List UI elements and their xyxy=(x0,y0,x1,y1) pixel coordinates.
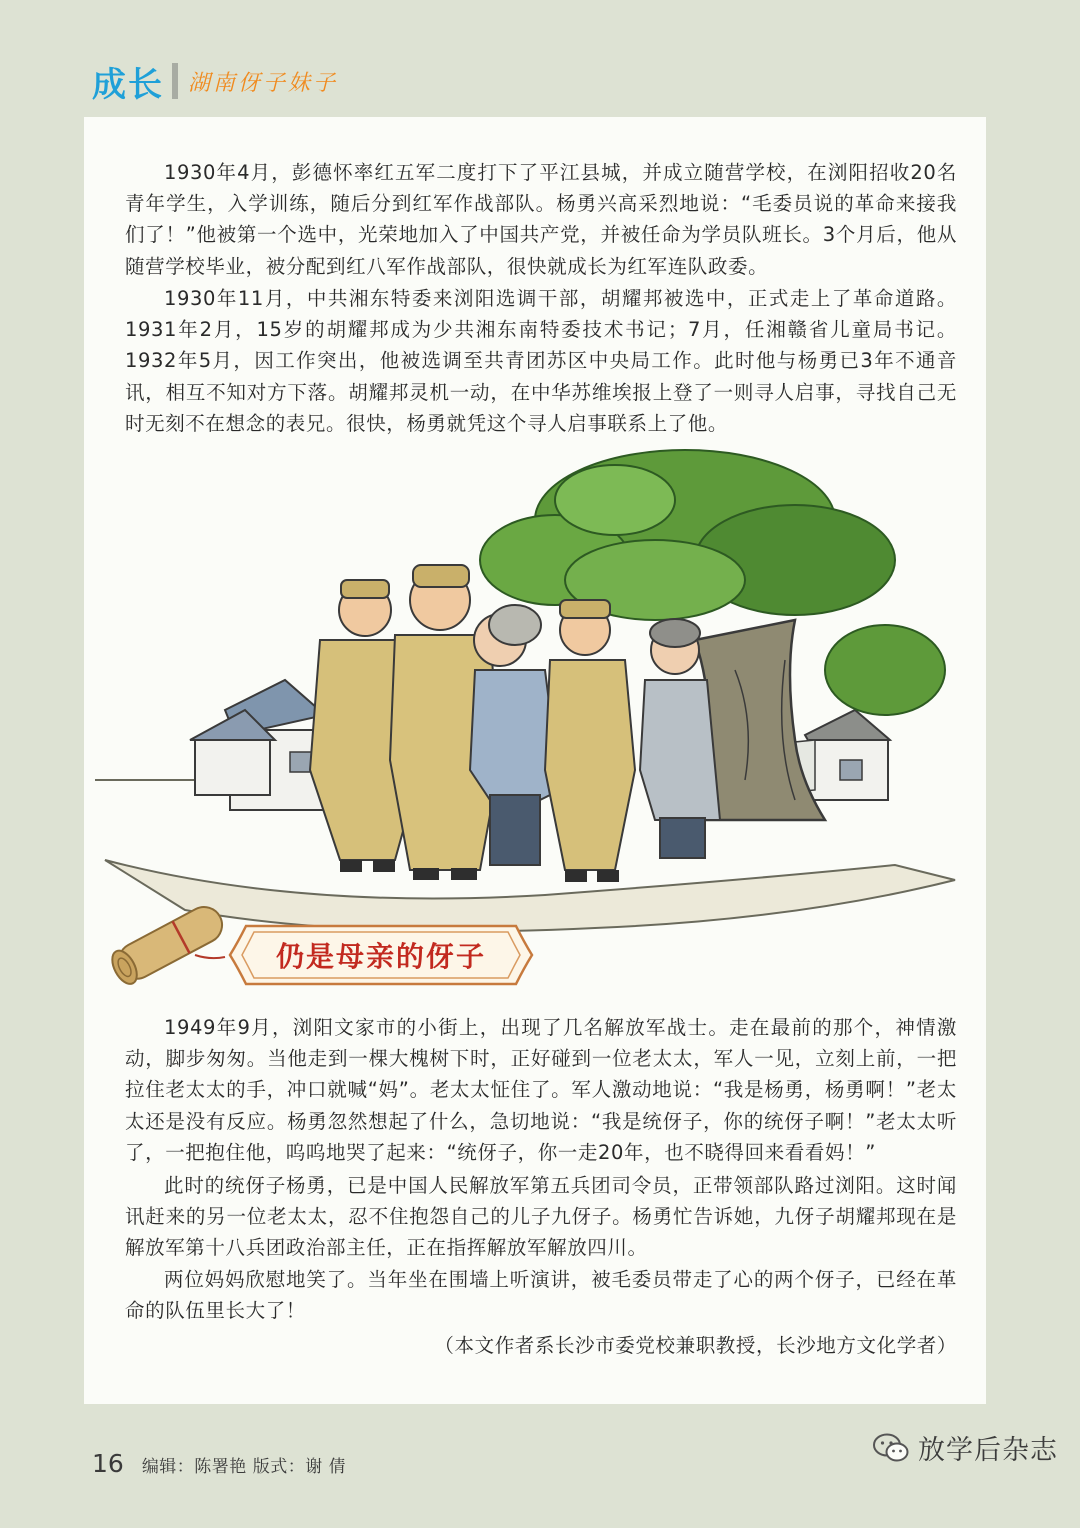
footer xyxy=(92,1449,346,1478)
section-title: 仍是母亲的伢子 xyxy=(275,940,486,973)
header xyxy=(92,56,338,106)
paragraph-3: 1949年9月，浏阳文家市的小街上，出现了几名解放军战士。走在最前的那个，神情激动，脚步匆匆。当他走到一棵大槐树下时，正好碰到一位老太太，军人一见，立刻上前，一把拉住老太太的手，冲口就喊“妈”。老太太怔住了。军人激动地说：“我是杨勇，杨勇啊！”老太太还是没有反应。杨勇忽然想起了什么，急切地说：“我是统伢子，你的统伢子啊！”老太太听了，一把抱住他，呜呜地哭了起来：“统伢子，你一走20年，也不晓得回来看看妈！” xyxy=(125,1016,957,1164)
section-name: 成长 xyxy=(92,64,164,105)
author-credit: （本文作者系长沙市委党校兼职教授，长沙地方文化学者） xyxy=(434,1334,957,1357)
paragraph-2: 1930年11月，中共湘东特委来浏阳选调干部，胡耀邦被选中，正式走上了革命道路。1931年2月，15岁的胡耀邦成为少共湘东南特委技术书记；7月，任湘赣省儿童局书记。1932年5月，因工作突出，他被选调至共青团苏区中央局工作。此时他与杨勇已3年不通音讯，相互不知对方下落。胡耀邦灵机一动，在中华苏维埃报上登了一则寻人启事，寻找自己无时无刻不在想念的表兄。很快，杨勇就凭这个寻人启事联系上了他。 xyxy=(125,287,957,435)
house-left xyxy=(190,680,325,810)
soldier-right xyxy=(545,600,635,882)
scroll-icon xyxy=(100,895,240,990)
page-number: 16 xyxy=(92,1449,124,1478)
wechat-icon xyxy=(872,1431,910,1465)
paragraph-1: 1930年4月，彭德怀率红五军二度打下了平江县城，并成立随营学校，在浏阳招收20名青年学生，入学训练，随后分到红军作战部队。杨勇兴高采烈地说：“毛委员说的革命来接我们了！”他被第一个选中，光荣地加入了中国共产党，并被任命为学员队班长。3个月后，他从随营学校毕业，被分配到红八军作战部队，很快就成长为红军连队政委。 xyxy=(125,161,957,278)
watermark xyxy=(872,1428,1058,1467)
header-divider xyxy=(172,63,178,99)
editor-credits: 编辑：陈署艳 版式：谢 倩 xyxy=(141,1457,347,1477)
paragraph-4: 此时的统伢子杨勇，已是中国人民解放军第五兵团司令员，正带领部队路过浏阳。这时闻讯赶来的另一位老太太，忍不住抱怨自己的儿子九伢子。杨勇忙告诉她，九伢子胡耀邦现在是解放军第十八兵团政治部主任，正在指挥解放军解放四川。 xyxy=(125,1174,957,1260)
watermark-name: 放学后杂志 xyxy=(918,1435,1058,1466)
column-name: 湖南伢子妹子 xyxy=(188,70,339,96)
paragraph-5: 两位妈妈欣慰地笑了。当年坐在围墙上听演讲，被毛委员带走了心的两个伢子，已经在革命的队伍里长大了！ xyxy=(125,1268,957,1323)
